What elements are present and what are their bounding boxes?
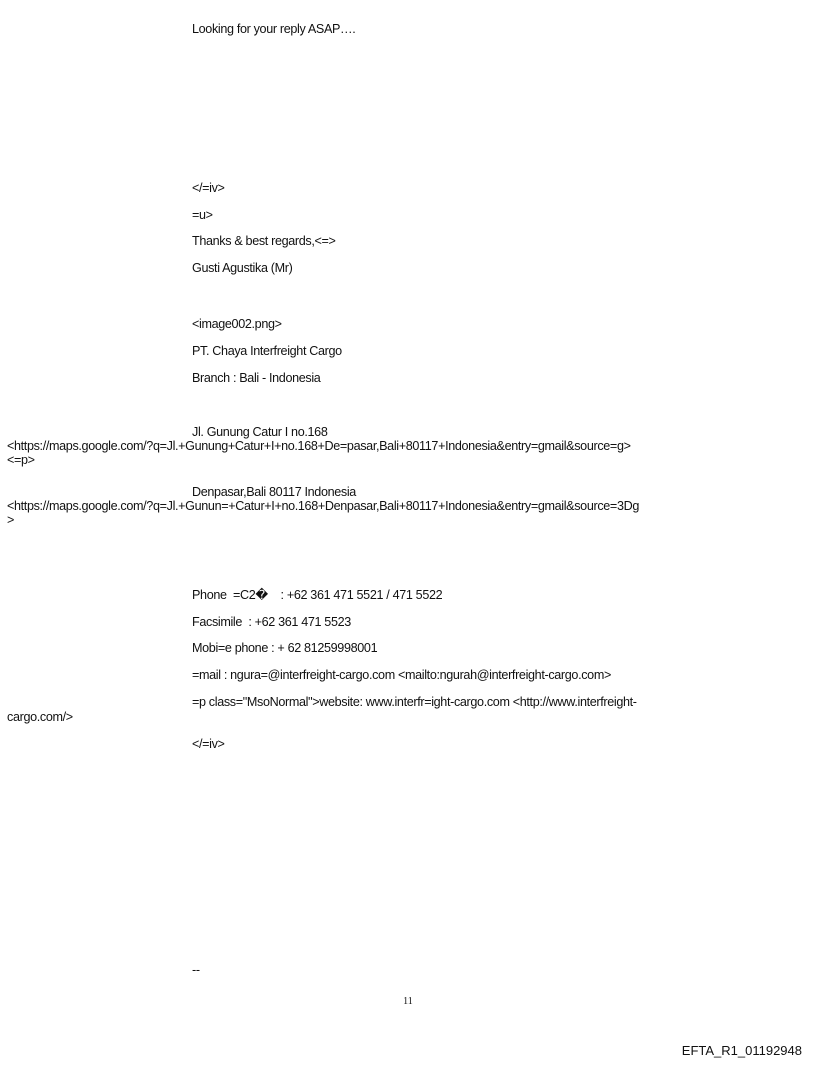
page-number: 11 xyxy=(403,996,413,1007)
street-address: Jl. Gunung Catur I no.168 xyxy=(192,425,328,439)
document-id: EFTA_R1_01192948 xyxy=(681,1043,802,1058)
branch: Branch : Bali - Indonesia xyxy=(192,371,321,385)
city-map-link-end: > xyxy=(7,513,15,527)
image-placeholder: <image002.png> xyxy=(192,317,282,331)
html-fragment: </=iv> xyxy=(192,181,225,195)
city-address: Denpasar,Bali 80117 Indonesia xyxy=(192,485,356,499)
phone: Phone =C2� : +62 361 471 5521 / 471 5522 xyxy=(192,588,443,602)
city-map-link[interactable]: <https://maps.google.com/?q=Jl.+Gunun=+Catur+I+no.168+Denpasar,Bali+80117+Indonesia&entry=gmail&source=3Dg xyxy=(7,499,639,513)
closing-request: Looking for your reply ASAP…. xyxy=(192,22,356,36)
html-fragment: </=iv> xyxy=(192,737,225,751)
signature-separator: -- xyxy=(192,963,200,977)
sender-name: Gusti Agustika (Mr) xyxy=(192,261,293,275)
company-name: PT. Chaya Interfreight Cargo xyxy=(192,344,342,358)
mobile-phone: Mobi=e phone : + 62 81259998001 xyxy=(192,641,378,655)
website-end: cargo.com/> xyxy=(7,710,73,724)
fax: Facsimile : +62 361 471 5523 xyxy=(192,615,351,629)
email-address[interactable]: =mail : ngura=@interfreight-cargo.com <mailto:ngurah@interfreight-cargo.com> xyxy=(192,668,611,682)
html-fragment: <=p> xyxy=(7,453,35,467)
street-map-link[interactable]: <https://maps.google.com/?q=Jl.+Gunung+Catur+I+no.168+De=pasar,Bali+80117+Indonesia&entry=gmail&source=g> xyxy=(7,439,631,453)
html-fragment: =u> xyxy=(192,208,213,222)
signoff: Thanks & best regards,<=> xyxy=(192,234,336,248)
website[interactable]: =p class="MsoNormal">website: www.interfr=ight-cargo.com <http://www.interfreight- xyxy=(192,695,637,709)
